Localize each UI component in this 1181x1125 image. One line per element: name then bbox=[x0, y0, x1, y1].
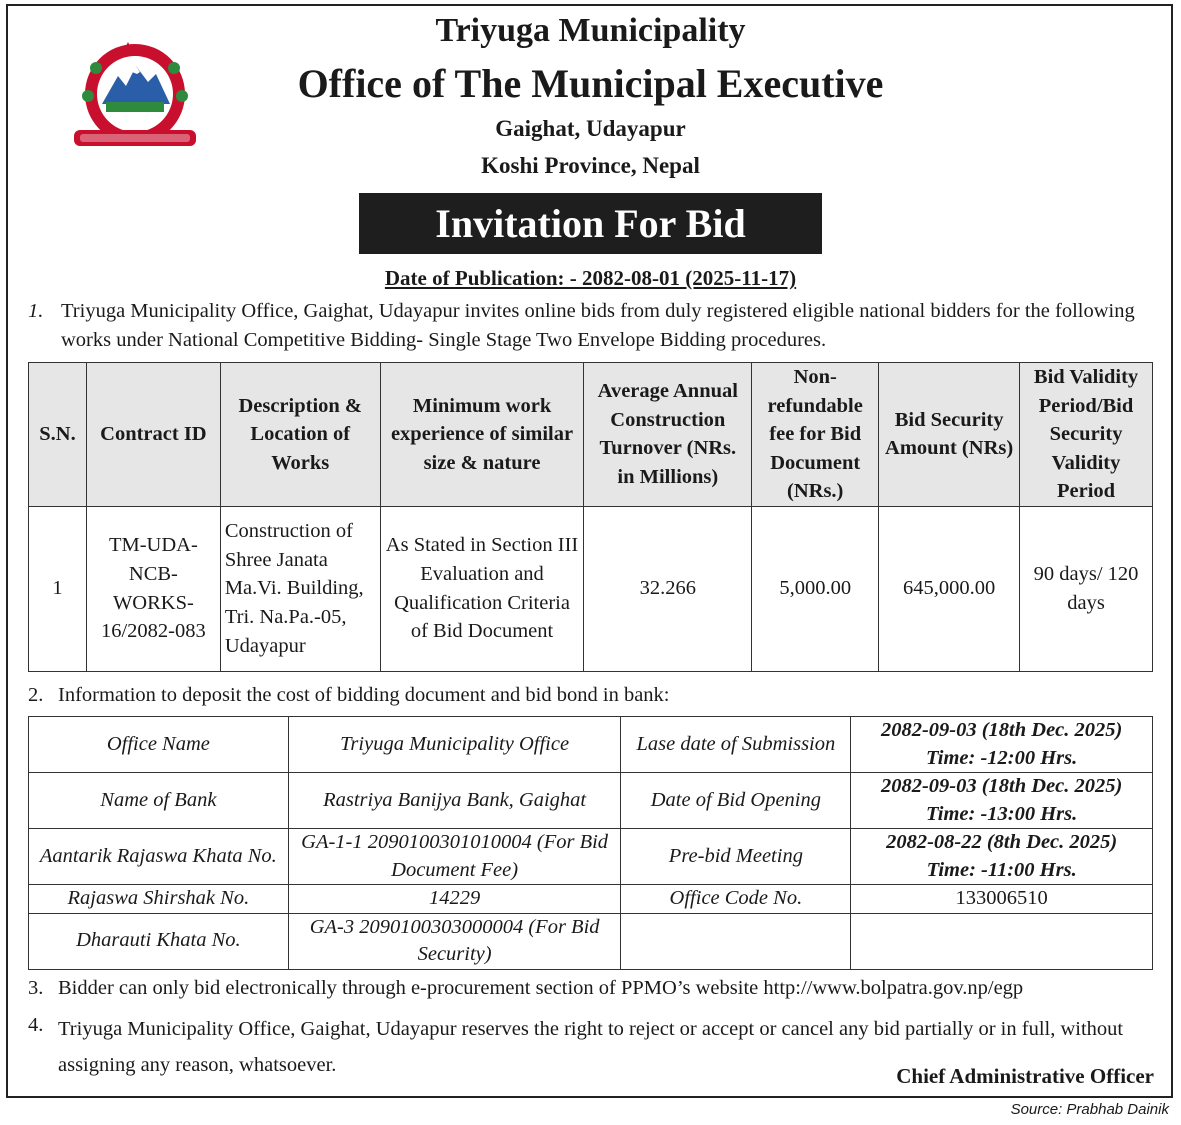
table-row bbox=[29, 506, 1153, 672]
bank-info-table bbox=[28, 716, 1153, 970]
works-table bbox=[28, 362, 1153, 672]
value-bank-name: Rastriya Banijya Bank, Gaighat bbox=[288, 773, 621, 829]
office-name: Office of The Municipal Executive bbox=[297, 61, 884, 106]
table-row bbox=[29, 829, 1153, 885]
table-row bbox=[29, 773, 1153, 829]
header-bid-security: Bid Security Amount (NRs) bbox=[879, 363, 1020, 507]
header-sn: S.N. bbox=[29, 363, 87, 507]
cell-document-fee: 5,000.00 bbox=[752, 506, 879, 672]
clause-4-number: 4. bbox=[28, 1014, 44, 1036]
header-contract-id: Contract ID bbox=[86, 363, 220, 507]
address-line-2: Koshi Province, Nepal bbox=[481, 153, 700, 178]
cell-sn: 1 bbox=[29, 506, 87, 672]
notice-title-banner: Invitation For Bid bbox=[359, 193, 822, 254]
table-row bbox=[29, 913, 1153, 969]
table-row bbox=[29, 717, 1153, 773]
empty-cell bbox=[851, 913, 1153, 969]
label-bid-opening: Date of Bid Opening bbox=[621, 773, 851, 829]
value-office-name: Triyuga Municipality Office bbox=[288, 717, 621, 773]
header-min-experience: Minimum work experience of similar size & nature bbox=[380, 363, 584, 507]
clause-1-text: Triyuga Municipality Office, Gaighat, Udayapur invites online bids from duly registered eligible national bidders for the following works under National Competitive Bidding- Single Stage Two Envelope Bidding procedures. bbox=[61, 300, 1135, 351]
label-last-date-submission: Lase date of Submission bbox=[621, 717, 851, 773]
cell-turnover: 32.266 bbox=[584, 506, 752, 672]
cell-description: Construction of Shree Janata Ma.Vi. Building, Tri. Na.Pa.-05, Udayapur bbox=[220, 506, 380, 672]
clause-3-text: Bidder can only bid electronically through e-procurement section of PPMO’s website http://www.bolpatra.gov.np/egp bbox=[58, 977, 1024, 999]
table-row bbox=[29, 885, 1153, 914]
label-pre-bid-meeting: Pre-bid Meeting bbox=[621, 829, 851, 885]
value-last-date-submission: 2082-09-03 (18th Dec. 2025) Time: -12:00 Hrs. bbox=[851, 717, 1153, 773]
label-rajaswa-shirshak: Rajaswa Shirshak No. bbox=[29, 885, 289, 914]
header-turnover: Average Annual Construction Turnover (NRs. in Millions) bbox=[584, 363, 752, 507]
value-bid-opening: 2082-09-03 (18th Dec. 2025) Time: -13:00 Hrs. bbox=[851, 773, 1153, 829]
works-table-header-row bbox=[29, 363, 1153, 507]
municipality-name: Triyuga Municipality bbox=[435, 12, 746, 49]
clause-2-text: Information to deposit the cost of bidding document and bid bond in bank: bbox=[58, 684, 670, 706]
label-office-code: Office Code No. bbox=[621, 885, 851, 914]
value-pre-bid-meeting: 2082-08-22 (8th Dec. 2025) Time: -11:00 Hrs. bbox=[851, 829, 1153, 885]
clause-1-number: 1. bbox=[28, 300, 44, 322]
publication-date: Date of Publication: - 2082-08-01 (2025-11-17) bbox=[384, 266, 797, 290]
value-dharauti-khata: GA-3 2090100303000004 (For Bid Security) bbox=[288, 913, 621, 969]
value-office-code: 133006510 bbox=[851, 885, 1153, 914]
header-validity: Bid Validity Period/Bid Security Validity Period bbox=[1020, 363, 1153, 507]
label-office-name: Office Name bbox=[29, 717, 289, 773]
header-description: Description & Location of Works bbox=[220, 363, 380, 507]
cell-contract-id: TM-UDA-NCB-WORKS-16/2082-083 bbox=[86, 506, 220, 672]
value-rajaswa-shirshak: 14229 bbox=[288, 885, 621, 914]
label-bank-name: Name of Bank bbox=[29, 773, 289, 829]
signatory: Chief Administrative Officer bbox=[896, 1064, 1154, 1088]
header-document-fee: Non-refundable fee for Bid Document (NRs.) bbox=[752, 363, 879, 507]
clause-3-number: 3. bbox=[28, 977, 44, 999]
label-dharauti-khata: Dharauti Khata No. bbox=[29, 913, 289, 969]
address-line-1: Gaighat, Udayapur bbox=[495, 116, 686, 141]
source-credit: Source: Prabhab Dainik bbox=[1010, 1101, 1169, 1118]
empty-cell bbox=[621, 913, 851, 969]
label-aantarik-khata: Aantarik Rajaswa Khata No. bbox=[29, 829, 289, 885]
clause-4-text: Triyuga Municipality Office, Gaighat, Udayapur reserves the right to reject or accept or cancel any bid partially or in full, without assigning any reason, whatsoever. bbox=[58, 1018, 1124, 1076]
cell-validity: 90 days/ 120 days bbox=[1020, 506, 1153, 672]
value-aantarik-khata: GA-1-1 2090100301010004 (For Bid Document Fee) bbox=[288, 829, 621, 885]
cell-min-experience: As Stated in Section III Evaluation and Qualification Criteria of Bid Document bbox=[380, 506, 584, 672]
cell-bid-security: 645,000.00 bbox=[879, 506, 1020, 672]
clause-2-number: 2. bbox=[28, 684, 44, 706]
